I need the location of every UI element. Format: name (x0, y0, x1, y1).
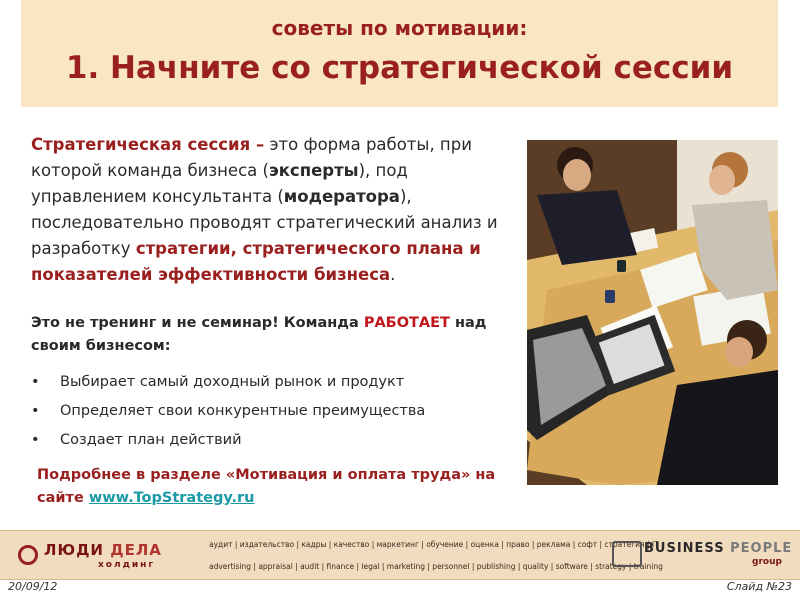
meeting-photo-illustration (527, 140, 778, 485)
note-text-2: над своим бизнесом: (31, 315, 487, 354)
logo-right-sub: group (752, 557, 782, 567)
bullet-list (31, 368, 511, 455)
business-people-logo (612, 537, 792, 573)
logo-left-word-1: ЛЮДИ (44, 541, 104, 559)
lead-text-3: ), последовательно проводят стратегический анализ и разработку (31, 187, 498, 258)
site-link[interactable]: www.TopStrategy.ru (88, 490, 255, 506)
list-item-text: Создает план действий (60, 432, 242, 448)
more-text: Подробнее в разделе «Мотивация и оплата труда» на сайте (37, 467, 496, 506)
meeting-photo (527, 140, 778, 485)
list-item-text: Определяет свои конкурентные преимущества (60, 403, 426, 419)
slide-title: 1. Начните со стратегической сессии (65, 50, 734, 86)
footer-date: 20/09/12 (8, 580, 58, 593)
slide-header (21, 0, 778, 107)
lyudi-dela-logo (18, 540, 188, 572)
logo-left-word-2: ДЕЛА (110, 541, 162, 559)
ring-icon (18, 545, 38, 565)
lead-text-1: это форма работы, при которой команда бизнеса ( (31, 135, 472, 180)
lead-text-4: . (390, 265, 396, 284)
list-item (31, 397, 511, 426)
list-item (31, 426, 511, 455)
more-info (37, 464, 527, 510)
note-paragraph (31, 312, 511, 358)
tags-russian: аудит | издательство | кадры | качество | маркетинг | обучение | оценка | право | реклама | софт | стратегия | IT (209, 540, 659, 549)
lead-experts: эксперты (268, 161, 359, 180)
bullet-icon: • (31, 374, 40, 390)
note-text-1: Это не тренинг и не семинар! Команда (31, 315, 364, 331)
logo-right-word-1: BUSINESS (644, 541, 725, 556)
business-people-icon (612, 541, 642, 567)
bullet-icon: • (31, 403, 40, 419)
lead-paragraph (31, 132, 521, 288)
lead-strategy: стратегии, стратегического плана и показателей эффективности бизнеса (31, 239, 481, 284)
list-item (31, 368, 511, 397)
logo-left-name (44, 541, 162, 559)
note-highlight: РАБОТАЕТ (363, 315, 450, 331)
logo-right-word-2: PEOPLE (724, 541, 793, 556)
tags-english: advertising | appraisal | audit | finance | legal | marketing | personnel | publishing | quality | software | strategy | training (209, 562, 663, 571)
slide-subtitle: советы по мотивации: (271, 16, 528, 40)
lead-term: Стратегическая сессия – (31, 135, 265, 154)
footer-banner (0, 530, 800, 580)
lead-text-2: ), под управлением консультанта ( (31, 161, 408, 206)
slide-number: Слайд №23 (726, 580, 792, 593)
lead-moderator: модератора (283, 187, 400, 206)
logo-left-sub: холдинг (98, 560, 156, 570)
list-item-text: Выбирает самый доходный рынок и продукт (60, 374, 405, 390)
bullet-icon: • (31, 432, 40, 448)
logo-right-name (644, 541, 792, 556)
